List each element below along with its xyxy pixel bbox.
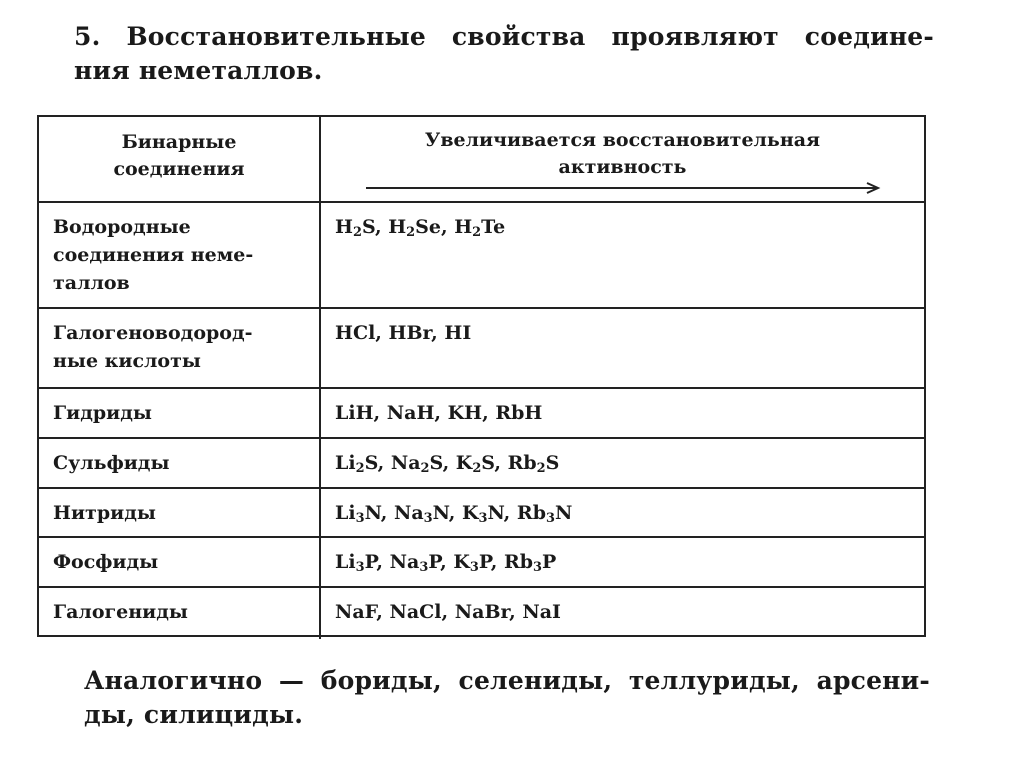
- formulas-cell: $Li_3P$, $Na_3P$, $K_3P$, $Rb_3P$: [335, 551, 557, 576]
- footer-line-1: Аналогично — бориды, селениды, теллуриды, арсени-: [84, 666, 930, 695]
- column-divider: [319, 439, 321, 487]
- footer-note: [84, 664, 930, 732]
- compound-class-line: Гидриды: [53, 402, 152, 424]
- formula: $Na_2S$: [390, 452, 443, 477]
- header-right-cell: [321, 127, 924, 181]
- compound-class-cell: [53, 213, 308, 297]
- formula: $Na_3N$: [393, 502, 449, 527]
- table-row: [39, 588, 924, 639]
- compound-class-line: ные кислоты: [53, 350, 201, 372]
- formula: NaF: [335, 601, 377, 623]
- formula: KH: [447, 402, 483, 424]
- column-divider: [319, 389, 321, 437]
- compound-class-line: Галогеноводород-: [53, 322, 253, 344]
- compound-class-line: Нитриды: [53, 502, 156, 524]
- formula: $Rb_2S$: [507, 452, 560, 477]
- formulas-cell: HCl, HBr, HI: [335, 322, 472, 344]
- formula: $Na_3P$: [389, 551, 441, 576]
- table-row: [39, 439, 924, 489]
- formula: NaBr: [454, 601, 510, 623]
- formula: LiH: [335, 402, 374, 424]
- table-row: [39, 389, 924, 439]
- formulas-cell: NaF, NaCl, NaBr, NaI: [335, 601, 561, 623]
- compound-class-line: соединения неме-: [53, 244, 254, 266]
- column-divider: [319, 203, 321, 307]
- column-divider: [319, 309, 321, 387]
- formula: $Li_3P$: [335, 551, 377, 576]
- formula: $Rb_3P$: [503, 551, 557, 576]
- compound-class-cell: [53, 598, 308, 626]
- formula: NaH: [386, 402, 435, 424]
- column-divider: [319, 489, 321, 536]
- compound-class-line: таллов: [53, 272, 130, 294]
- formula: HBr: [388, 322, 432, 344]
- compound-class-cell: [53, 548, 308, 576]
- footer-line-2: ды, силициды.: [84, 700, 304, 729]
- column-divider: [319, 538, 321, 586]
- compound-class-line: Водородные: [53, 216, 191, 238]
- formula: $H_2Te$: [454, 216, 506, 241]
- binary-compounds-table: [37, 115, 926, 637]
- formula: NaI: [522, 601, 561, 623]
- compound-class-cell: [53, 449, 308, 477]
- table-row: [39, 203, 924, 309]
- formula: RbH: [495, 402, 543, 424]
- formula: $H_2Se$: [388, 216, 441, 241]
- formula: HCl: [335, 322, 376, 344]
- formulas-cell: $Li_2S$, $Na_2S$, $K_2S$, $Rb_2S$: [335, 452, 560, 477]
- header-left-cell: [39, 129, 319, 183]
- formulas-cell: $Li_3N$, $Na_3N$, $K_3N$, $Rb_3N$: [335, 502, 573, 527]
- heading: [74, 20, 934, 88]
- compound-class-cell: [53, 319, 308, 375]
- heading-line-1: 5. Восстановительные свойства проявляют соедине-: [74, 22, 934, 51]
- formula: $K_3N$: [462, 502, 504, 527]
- table-row: [39, 489, 924, 538]
- compound-class-line: Галогениды: [53, 601, 188, 623]
- formula: $K_2S$: [455, 452, 495, 477]
- formulas-cell: $H_2S$, $H_2Se$, $H_2Te$: [335, 216, 506, 241]
- table-header-row: [39, 117, 924, 203]
- column-divider: [319, 588, 321, 639]
- compound-class-line: Фосфиды: [53, 551, 159, 573]
- formula: $Li_2S$: [335, 452, 378, 477]
- header-right-line: активность: [558, 156, 687, 178]
- header-left-line: соединения: [113, 158, 245, 180]
- compound-class-cell: [53, 499, 308, 527]
- formula: $H_2S$: [335, 216, 375, 241]
- formula: HI: [444, 322, 472, 344]
- formula: NaCl: [389, 601, 442, 623]
- header-right-line: Увеличивается восстановительная: [424, 129, 821, 151]
- compound-class-line: Сульфиды: [53, 452, 170, 474]
- compound-class-cell: [53, 399, 308, 427]
- table-row: [39, 309, 924, 389]
- formulas-cell: LiH, NaH, KH, RbH: [335, 402, 543, 424]
- table-row: [39, 538, 924, 588]
- heading-line-2: ния неметаллов.: [74, 56, 323, 85]
- formula: $Rb_3N$: [516, 502, 573, 527]
- header-left-line: Бинарные: [121, 131, 237, 153]
- formula: $Li_3N$: [335, 502, 381, 527]
- formula: $K_3P$: [453, 551, 491, 576]
- right-arrow-icon: [364, 181, 884, 195]
